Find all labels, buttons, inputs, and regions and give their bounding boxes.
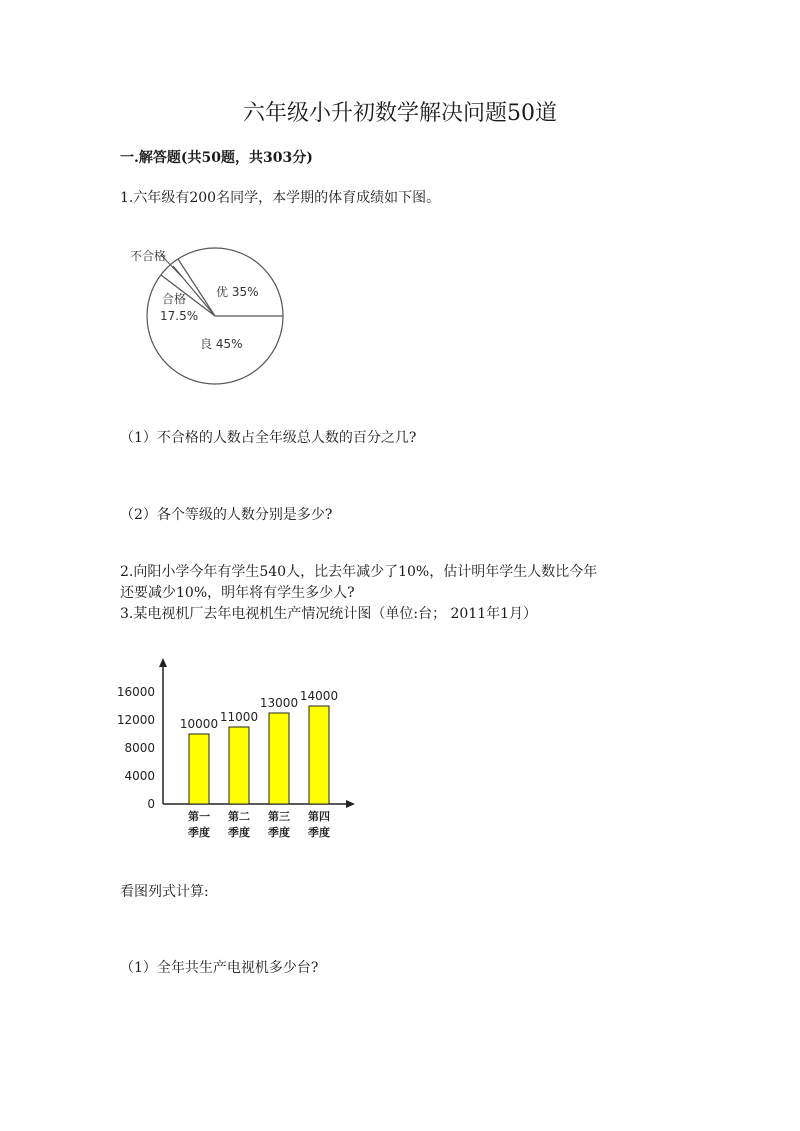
question-1-sub-2: （2）各个等级的人数分别是多少?	[120, 507, 333, 523]
pie-label-good: 良 45%	[200, 337, 243, 351]
bar	[229, 727, 249, 804]
x-category-label: 第一	[188, 810, 210, 823]
bar-value-label: 10000	[179, 717, 219, 731]
x-axis-arrow	[346, 800, 355, 808]
x-category-label: 季度	[268, 826, 290, 839]
bar-value-label: 13000	[259, 696, 299, 710]
grade-pie-chart	[120, 240, 300, 390]
bar-value-label: 14000	[299, 689, 339, 703]
question-2-line-2: 还要减少10%，明年将有学生多少人?	[120, 585, 355, 601]
question-3-instruction: 看图列式计算:	[120, 884, 209, 900]
question-1-text: 1.六年级有200名同学，本学期的体育成绩如下图。	[120, 190, 441, 206]
y-tick-label: 4000	[124, 769, 155, 783]
pie-label-fail: 不合格	[130, 249, 167, 263]
tv-production-bar-chart	[110, 652, 370, 852]
bar	[189, 734, 209, 804]
x-category-label: 第三	[268, 810, 290, 823]
page-title: 六年级小升初数学解决问题50道	[243, 101, 557, 126]
x-category-label: 第四	[308, 810, 330, 823]
question-2-line-1: 2.向阳小学今年有学生540人，比去年减少了10%，估计明年学生人数比今年	[120, 564, 598, 580]
x-category-label: 季度	[228, 826, 250, 839]
y-tick-label: 0	[147, 797, 155, 811]
y-tick-label: 8000	[124, 741, 155, 755]
x-category-label: 第二	[228, 810, 250, 823]
pie-label-excellent: 优 35%	[216, 285, 259, 299]
x-category-label: 季度	[188, 826, 210, 839]
section-heading: 一.解答题(共50题，共303分)	[120, 150, 313, 166]
pie-label-pass: 合格	[162, 292, 187, 306]
bar	[309, 706, 329, 804]
bar	[269, 713, 289, 804]
bar-value-label: 11000	[219, 710, 259, 724]
question-1-sub-1: （1）不合格的人数占全年级总人数的百分之几?	[120, 430, 417, 446]
y-tick-label: 12000	[116, 713, 155, 727]
x-category-label: 季度	[308, 826, 330, 839]
y-axis-arrow	[159, 658, 167, 667]
question-3-text: 3.某电视机厂去年电视机生产情况统计图（单位:台； 2011年1月）	[120, 606, 538, 622]
question-3-sub-1: （1）全年共生产电视机多少台?	[120, 960, 319, 976]
y-tick-label: 16000	[116, 685, 155, 699]
pie-label-pass-pct: 17.5%	[160, 309, 199, 323]
